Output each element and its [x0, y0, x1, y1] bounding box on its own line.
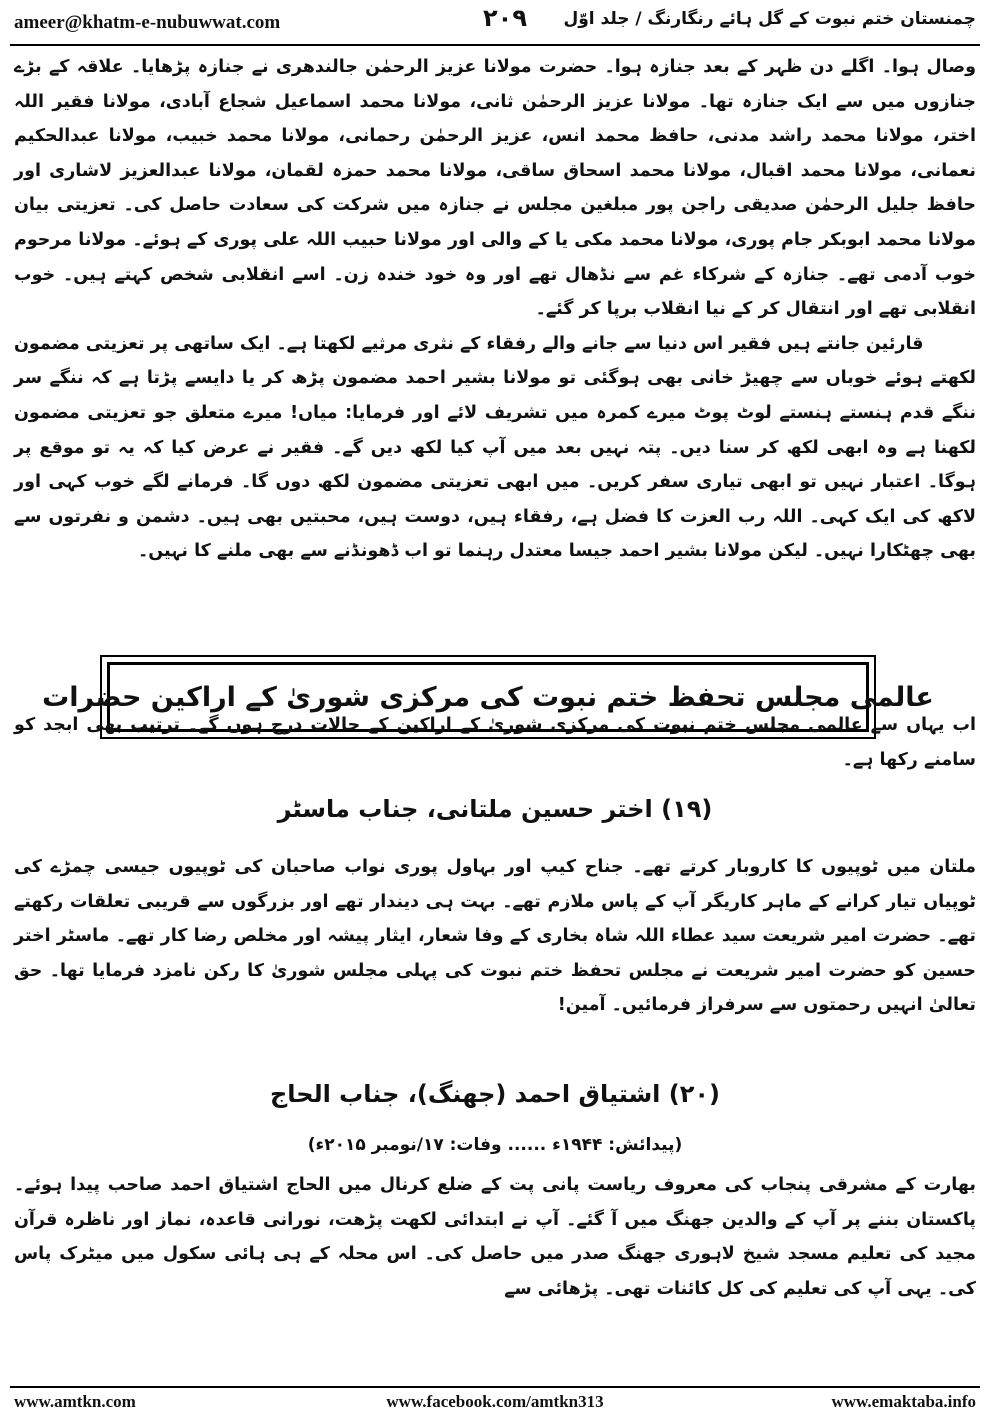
- entry-20-text: بھارت کے مشرقی پنجاب کی معروف ریاست پانی پت کے ضلع کرنال میں الحاج اشتیاق احمد صاحب پیدا ہوئے۔ پاکستان بننے پر آپ کے والدین جھنگ میں آ گئے۔ آپ نے ابتدائی لکھت پڑھت، نورانی قاعدہ، نماز اور ناظرہ قرآن مجید کی تعلیم مسجد شیخ لاہوری جھنگ صدر میں حاصل کی۔ اس محلہ کے ہی ہائی سکول میں میٹرک پاس کی۔ یہی آپ کی تعلیم کی کل کائنات تھی۔ پڑھائی سے: [14, 1175, 976, 1299]
- section-intro: اب یہاں سے عالمی مجلس ختم نبوت کی مرکزی شوریٰ کے اراکین کے حالات درج ہوں گے۔ ترتیب بھی ابجد کو سامنے رکھا ہے۔: [14, 715, 976, 770]
- footer-link-emaktaba[interactable]: www.emaktaba.info: [831, 1392, 976, 1411]
- entry-20-dates: (پیدائش: ۱۹۴۴ء ...... وفات: ۱۷/نومبر ۲۰۱۵ء): [307, 1135, 683, 1155]
- entry-20-block: [14, 1168, 976, 1306]
- opening-paragraph: وصال ہوا۔ اگلے دن ظہر کے بعد جنازہ ہوا۔ حضرت مولانا عزیز الرحمٰن جالندھری نے جنازہ پڑھایا۔ علاقہ کے بڑے جنازوں میں سے ایک جنازہ تھا۔ مولانا عزیز الرحمٰن ثانی، مولانا محمد اسماعیل شجاع آبادی، مولانا فقیر اللہ اختر، مولانا محمد راشد مدنی، حافظ محمد انس، عزیز الرحمٰن رحمانی، مولانا محمد خبیب، مولانا عبدالحکیم نعمانی، مولانا محمد اقبال، مولانا محمد اسحاق ساقی، مولانا محمد حمزہ لقمان، مولانا عبدالعزیز لاشاری اور حافظ جلیل الرحمٰن صدیقی راجن پور مبلغین مجلس نے جنازہ میں شرکت کی سعادت حاصل کی۔ تعزیتی بیان مولانا محمد ابوبکر جام پوری، مولانا محمد مکی یا کے والی اور مولانا حبیب اللہ علی پوری کے ہوئے۔ مولانا مرحوم خوب آدمی تھے۔ جنازہ کے شرکاء غم سے نڈھال تھے اور وہ خود خندہ زن۔ اسے انقلابی شخص کہتے ہیں۔ خوب انقلابی تھے اور انتقال کر کے نیا انقلاب برپا کر گئے۔: [14, 57, 976, 320]
- header-divider: [10, 44, 980, 46]
- footer-link-amtkn[interactable]: www.amtkn.com: [14, 1392, 136, 1411]
- entry-19-text: ملتان میں ٹوپیوں کا کاروبار کرتے تھے۔ جناح کیپ اور بہاول پوری نواب صاحبان کی ٹوپیوں جیسی چمڑے کی ٹوپیاں تیار کرانے کے ماہر کاریگر آپ کے پاس ملازم تھے۔ بہت ہی دیندار تھے اور بزرگوں سے قریبی تعلقات رکھتے تھے۔ حضرت امیر شریعت سید عطاء اللہ شاہ بخاری کے وفا شعار، ایثار پیشہ اور مخلص رضا کار تھے۔ ماسٹر اختر حسین کو حضرت امیر شریعت نے مجلس تحفظ ختم نبوت کی پہلی مجلس شوریٰ کا رکن نامزد فرمایا تھا۔ حق تعالیٰ انہیں رحمتوں سے سرفراز فرمائیں۔ آمین!: [14, 857, 976, 1016]
- section-intro-block: [14, 708, 976, 777]
- opening-section: [14, 50, 976, 569]
- entry-19-heading: (۱۹) اختر حسین ملتانی، جناب ماسٹر: [277, 795, 713, 823]
- header-email: ameer@khatm-e-nubuwwat.com: [14, 12, 281, 33]
- page-number: ۲۰۹: [483, 4, 527, 32]
- section-title: عالمی مجلس تحفظ ختم نبوت کی مرکزی شوریٰ کے اراکین حضرات: [42, 681, 934, 713]
- page-header: [0, 0, 990, 44]
- footer-link-facebook[interactable]: www.facebook.com/amtkn313: [386, 1392, 604, 1411]
- footer-divider: [10, 1386, 980, 1388]
- opening-paragraph-2: قارئین جانتے ہیں فقیر اس دنیا سے جانے والے رفقاء کے نثری مرثیے لکھتا ہے۔ ایک ساتھی پر تعزیتی مضمون لکھتے ہوئے خوباں سے چھیڑ خانی بھی ہوگئی تو مولانا بشیر احمد مضمون پڑھ کر یا دایسے پڑتا ہے کہ ننگے سر ننگے قدم ہنستے ہنستے لوٹ پوٹ میرے کمرہ میں تشریف لائے اور فرمایا: میاں! میرے متعلق جو تعزیتی مضمون لکھنا ہے وہ ابھی لکھ کر سنا دیں۔ پتہ نہیں بعد میں آپ کیا لکھ دیں گے۔ فقیر نے عرض کیا کہ یہ تو موقع پر ہوگا۔ اعتبار نہیں تو ابھی تیاری سفر کریں۔ میں ابھی تعزیتی مضمون لکھ دوں گا۔ فرمانے لگے خوب کہی اور لاکھ کی ایک کہی۔ اللہ رب العزت کا فضل ہے، رفقاء ہیں، دوست ہیں، محبتیں بھی ہیں۔ دشمن و نفرتوں سے بھی چھٹکارا نہیں۔ لیکن مولانا بشیر احمد جیسا معتدل رہنما تو اب ڈھونڈنے سے بھی ملنے کا نہیں۔: [13, 333, 976, 562]
- entry-19-block: [14, 850, 976, 1023]
- entry-20-heading: (۲۰) اشتیاق احمد (جھنگ)، جناب الحاج: [269, 1080, 720, 1108]
- book-title: چمنستان ختم نبوت کے گل ہائے رنگارنگ / جلد اوّل: [563, 9, 976, 29]
